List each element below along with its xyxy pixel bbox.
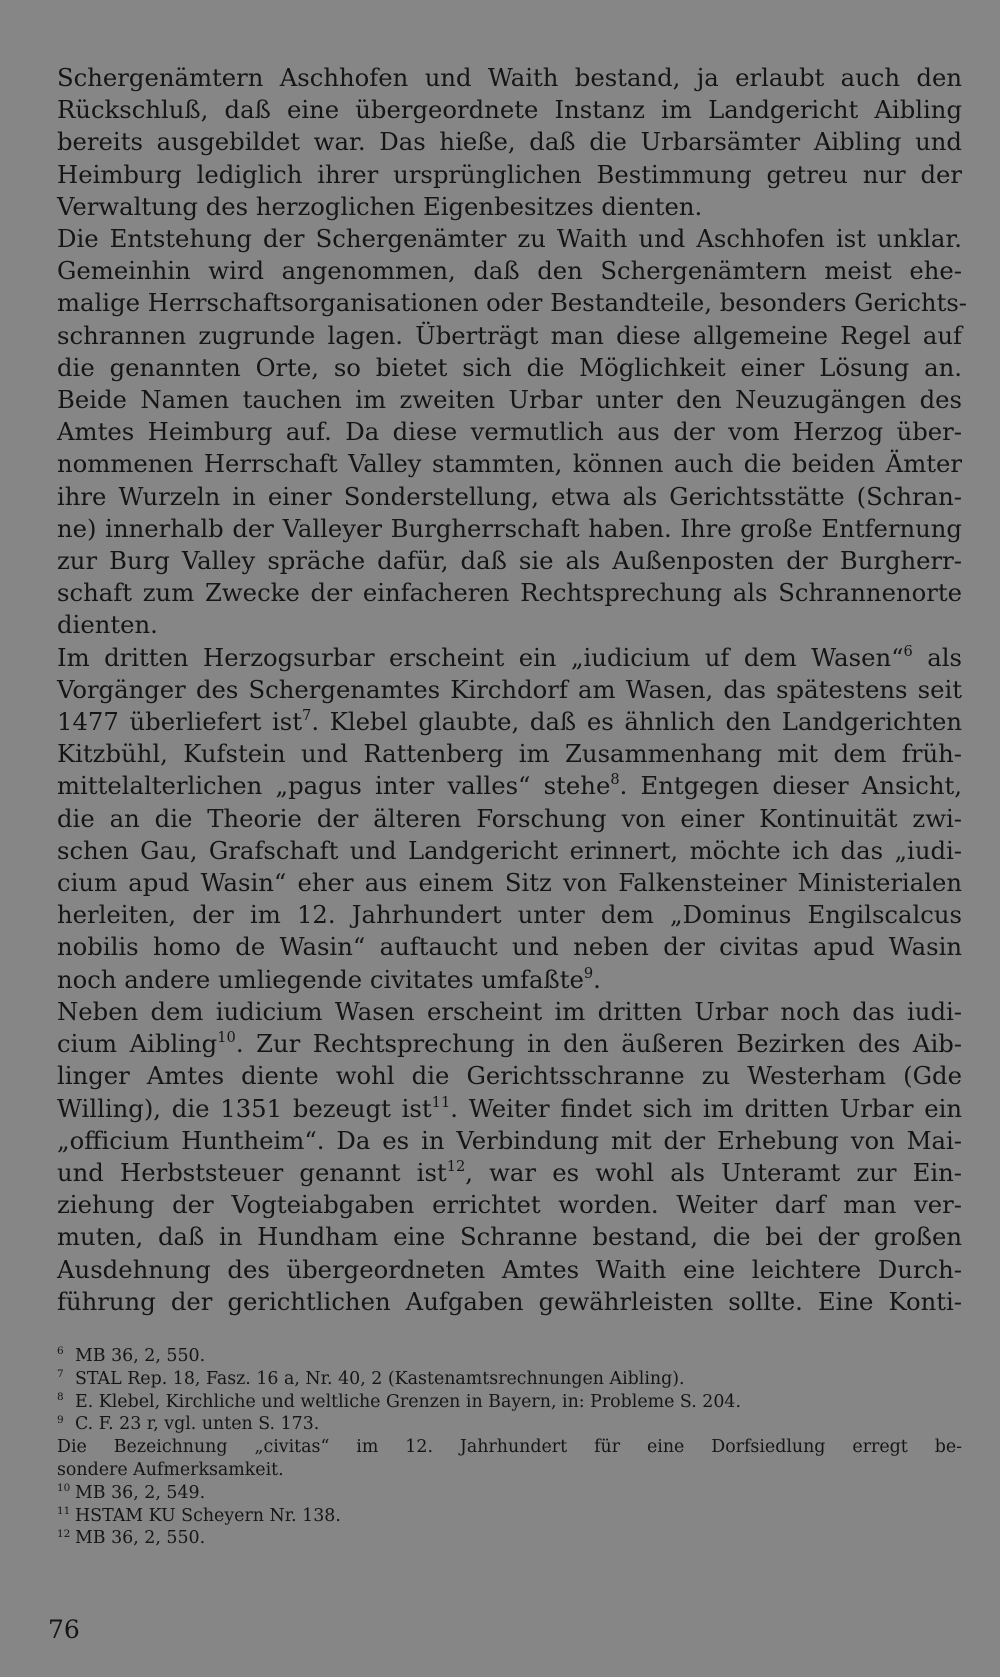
line-text: schen Gau, Grafschaft und Landgericht erinnert, möchte ich das „iudi- — [57, 835, 962, 865]
text-line — [57, 384, 962, 416]
text-line — [57, 94, 962, 126]
line-text: bereits ausgebildet war. Das hieße, daß die Urbarsämter Aibling und — [57, 127, 962, 157]
footnote — [57, 1459, 962, 1482]
text-line — [57, 448, 962, 480]
footnote-text: MB 36, 2, 550. — [75, 1346, 206, 1366]
line-text: Willing), die 1351 bezeugt ist — [57, 1093, 432, 1123]
line-text: dienten. — [57, 610, 158, 640]
text-line — [57, 1093, 962, 1125]
text-line — [57, 1221, 962, 1253]
footnote: 8 E. Klebel, Kirchliche und weltliche Grenzen in Bayern, in: Probleme S. 204. — [57, 1390, 742, 1412]
text-line — [57, 931, 962, 963]
footnote-ref: 6 — [903, 642, 913, 660]
text-line — [57, 416, 962, 448]
footnote-text: STAL Rep. 18, Fasz. 16 a, Nr. 40, 2 (Kastenamtsrechnungen Aibling). — [75, 1368, 685, 1389]
footnote: 9 C. F. 23 r, vgl. unten S. 173. — [57, 1413, 320, 1435]
text-line — [57, 352, 962, 384]
line-text: 1477 überliefert ist — [57, 707, 303, 737]
line-text: malige Herrschaftsorganisationen oder Bestandteile, besonders Gerichts- — [57, 288, 968, 318]
footnote-text: Die Bezeichnung „civitas“ im 12. Jahrhundert für eine Dorfsiedlung erregt be- — [57, 1437, 962, 1458]
footnote-ref: 11 — [431, 1093, 451, 1111]
line-text: noch andere umliegende civitates umfaßte — [57, 964, 584, 994]
footnote: 6 MB 36, 2, 550. — [57, 1345, 206, 1366]
line-text: Beide Namen tauchen im zweiten Urbar unter den Neuzugängen des — [57, 385, 962, 415]
footnote-ref: 12 — [446, 1157, 466, 1175]
line-text: Kitzbühl, Kufstein und Rattenberg im Zusammenhang mit dem früh- — [57, 739, 962, 769]
line-text: Im dritten Herzogsurbar erscheint ein „iudicium uf dem Wasen“ — [57, 642, 904, 672]
text-line — [57, 62, 962, 94]
line-text: . — [593, 964, 601, 994]
text-line — [57, 803, 962, 835]
text-line — [57, 1286, 962, 1318]
line-text: Amtes Heimburg auf. Da diese vermutlich aus der vom Herzog über- — [57, 417, 962, 447]
footnote-text: HSTAM KU Scheyern Nr. 138. — [75, 1505, 341, 1526]
text-line — [57, 835, 962, 867]
text-line — [57, 1254, 962, 1286]
line-text: zur Burg Valley spräche dafür, daß sie als Außenposten der Burgherr- — [57, 546, 962, 576]
text-line — [57, 1060, 962, 1092]
line-text: Heimburg lediglich ihrer ursprünglichen Bestimmung getreu nur der — [57, 159, 962, 189]
line-text: Rückschluß, daß eine übergeordnete Instanz im Landgericht Aibling — [57, 95, 962, 125]
line-text: ihre Wurzeln in einer Sonderstellung, etwa als Gerichtsstätte (Schran- — [57, 481, 962, 511]
footnote-text: C. F. 23 r, vgl. unten S. 173. — [75, 1414, 320, 1435]
text-line — [57, 1189, 962, 1221]
text-line — [57, 545, 962, 577]
line-text: . Zur Rechtsprechung in den äußeren Bezirken des Aib- — [235, 1029, 962, 1059]
line-text: muten, daß in Hundham eine Schranne bestand, die bei der großen — [57, 1222, 962, 1252]
line-text: Neben dem iudicium Wasen erscheint im dritten Urbar noch das iudi- — [57, 996, 962, 1026]
text-line — [57, 996, 962, 1028]
footnote-ref: 7 — [302, 706, 312, 724]
line-text: ziehung der Vogteiabgaben errichtet worden. Weiter darf man ver- — [57, 1190, 962, 1220]
footnote-text: E. Klebel, Kirchliche und weltliche Grenzen in Bayern, in: Probleme S. 204. — [75, 1391, 742, 1412]
text-line — [57, 867, 962, 899]
line-text: cium Aibling — [57, 1029, 218, 1059]
line-text: nommenen Herrschaft Valley stammten, können auch die beiden Ämter — [57, 449, 962, 479]
line-text: Die Entstehung der Schergenämter zu Waith und Aschhofen ist unklar. — [57, 224, 962, 254]
line-text: mittelalterlichen „pagus inter valles“ stehe — [57, 771, 611, 801]
line-text: . Entgegen dieser Ansicht, — [619, 771, 962, 801]
line-text: schaft zum Zwecke der einfacheren Rechtsprechung als Schrannenorte — [57, 578, 962, 608]
line-text: Vorgänger des Schergenamtes Kirchdorf am Wasen, das spätestens seit — [57, 674, 962, 704]
line-text: , war es wohl als Unteramt zur Ein- — [465, 1157, 963, 1187]
footnote — [57, 1436, 962, 1459]
text-line — [57, 609, 962, 641]
footnote-text: MB 36, 2, 550. — [75, 1528, 206, 1549]
text-line — [57, 642, 962, 674]
line-text: schrannen zugrunde lagen. Überträgt man diese allgemeine Regel auf — [57, 320, 962, 350]
text-line — [57, 255, 962, 287]
line-text: die an die Theorie der älteren Forschung von einer Kontinuität zwi- — [57, 803, 962, 833]
text-line — [57, 126, 962, 158]
text-line — [57, 223, 962, 255]
page-number: 76 — [48, 1615, 80, 1644]
footnote: 7 STAL Rep. 18, Fasz. 16 a, Nr. 40, 2 (Kastenamtsrechnungen Aibling). — [57, 1368, 685, 1389]
line-text: die genannten Orte, so bietet sich die Möglichkeit einer Lösung an. — [57, 352, 962, 382]
footnote: 12 MB 36, 2, 550. — [57, 1527, 206, 1549]
text-line — [57, 191, 962, 223]
text-line — [57, 706, 962, 738]
line-text: ne) innerhalb der Valleyer Burgherrschaft haben. Ihre große Entfernung — [57, 513, 962, 543]
line-text: „officium Huntheim“. Da es in Verbindung mit der Erhebung von Mai- — [57, 1125, 962, 1155]
footnote-text: MB 36, 2, 549. — [75, 1482, 206, 1503]
line-text: und Herbststeuer genannt ist — [57, 1157, 447, 1187]
line-text: Verwaltung des herzoglichen Eigenbesitzes dienten. — [57, 191, 703, 221]
footnote-text: sondere Aufmerksamkeit. — [57, 1459, 284, 1480]
text-line — [57, 770, 962, 802]
text-line — [57, 320, 962, 352]
text-line — [57, 674, 962, 706]
text-line — [57, 481, 962, 513]
line-text: herleiten, der im 12. Jahrhundert unter dem „Dominus Engilscalcus — [57, 900, 962, 930]
line-text: cium apud Wasin“ eher aus einem Sitz von Falkensteiner Ministerialen — [57, 868, 962, 898]
line-text: Gemeinhin wird angenommen, daß den Schergenämtern meist ehe- — [57, 256, 962, 286]
text-line — [57, 1157, 962, 1189]
text-line — [57, 1125, 962, 1157]
body-text — [57, 62, 968, 1318]
line-text: Ausdehnung des übergeordneten Amtes Waith eine leichtere Durch- — [57, 1254, 962, 1284]
footnote-ref: 10 — [217, 1028, 236, 1046]
text-line — [57, 1028, 962, 1060]
footnote: 10 MB 36, 2, 549. — [57, 1482, 206, 1503]
line-text: führung der gerichtlichen Aufgaben gewährleisten sollte. Eine Konti- — [57, 1286, 962, 1316]
line-text: nobilis homo de Wasin“ auftaucht und neben der civitas apud Wasin — [57, 932, 962, 962]
line-text: linger Amtes diente wohl die Gerichtsschranne zu Westerham (Gde — [57, 1061, 962, 1091]
text-line — [57, 159, 962, 191]
text-line — [57, 899, 962, 931]
line-text: . Klebel glaubte, daß es ähnlich den Landgerichten — [311, 707, 962, 737]
footnote: 11 HSTAM KU Scheyern Nr. 138. — [57, 1504, 341, 1526]
text-line — [57, 287, 968, 319]
text-line — [57, 964, 962, 996]
line-text: als — [912, 642, 962, 672]
text-line — [57, 513, 962, 545]
line-text: Schergenämtern Aschhofen und Waith bestand, ja erlaubt auch den — [57, 63, 962, 92]
text-line — [57, 738, 962, 770]
text-line — [57, 577, 962, 609]
footnote-ref: 8 — [610, 771, 620, 789]
line-text: . Weiter findet sich im dritten Urbar ein — [450, 1093, 963, 1123]
footnote-ref: 9 — [583, 964, 594, 982]
footnotes — [57, 1345, 962, 1550]
